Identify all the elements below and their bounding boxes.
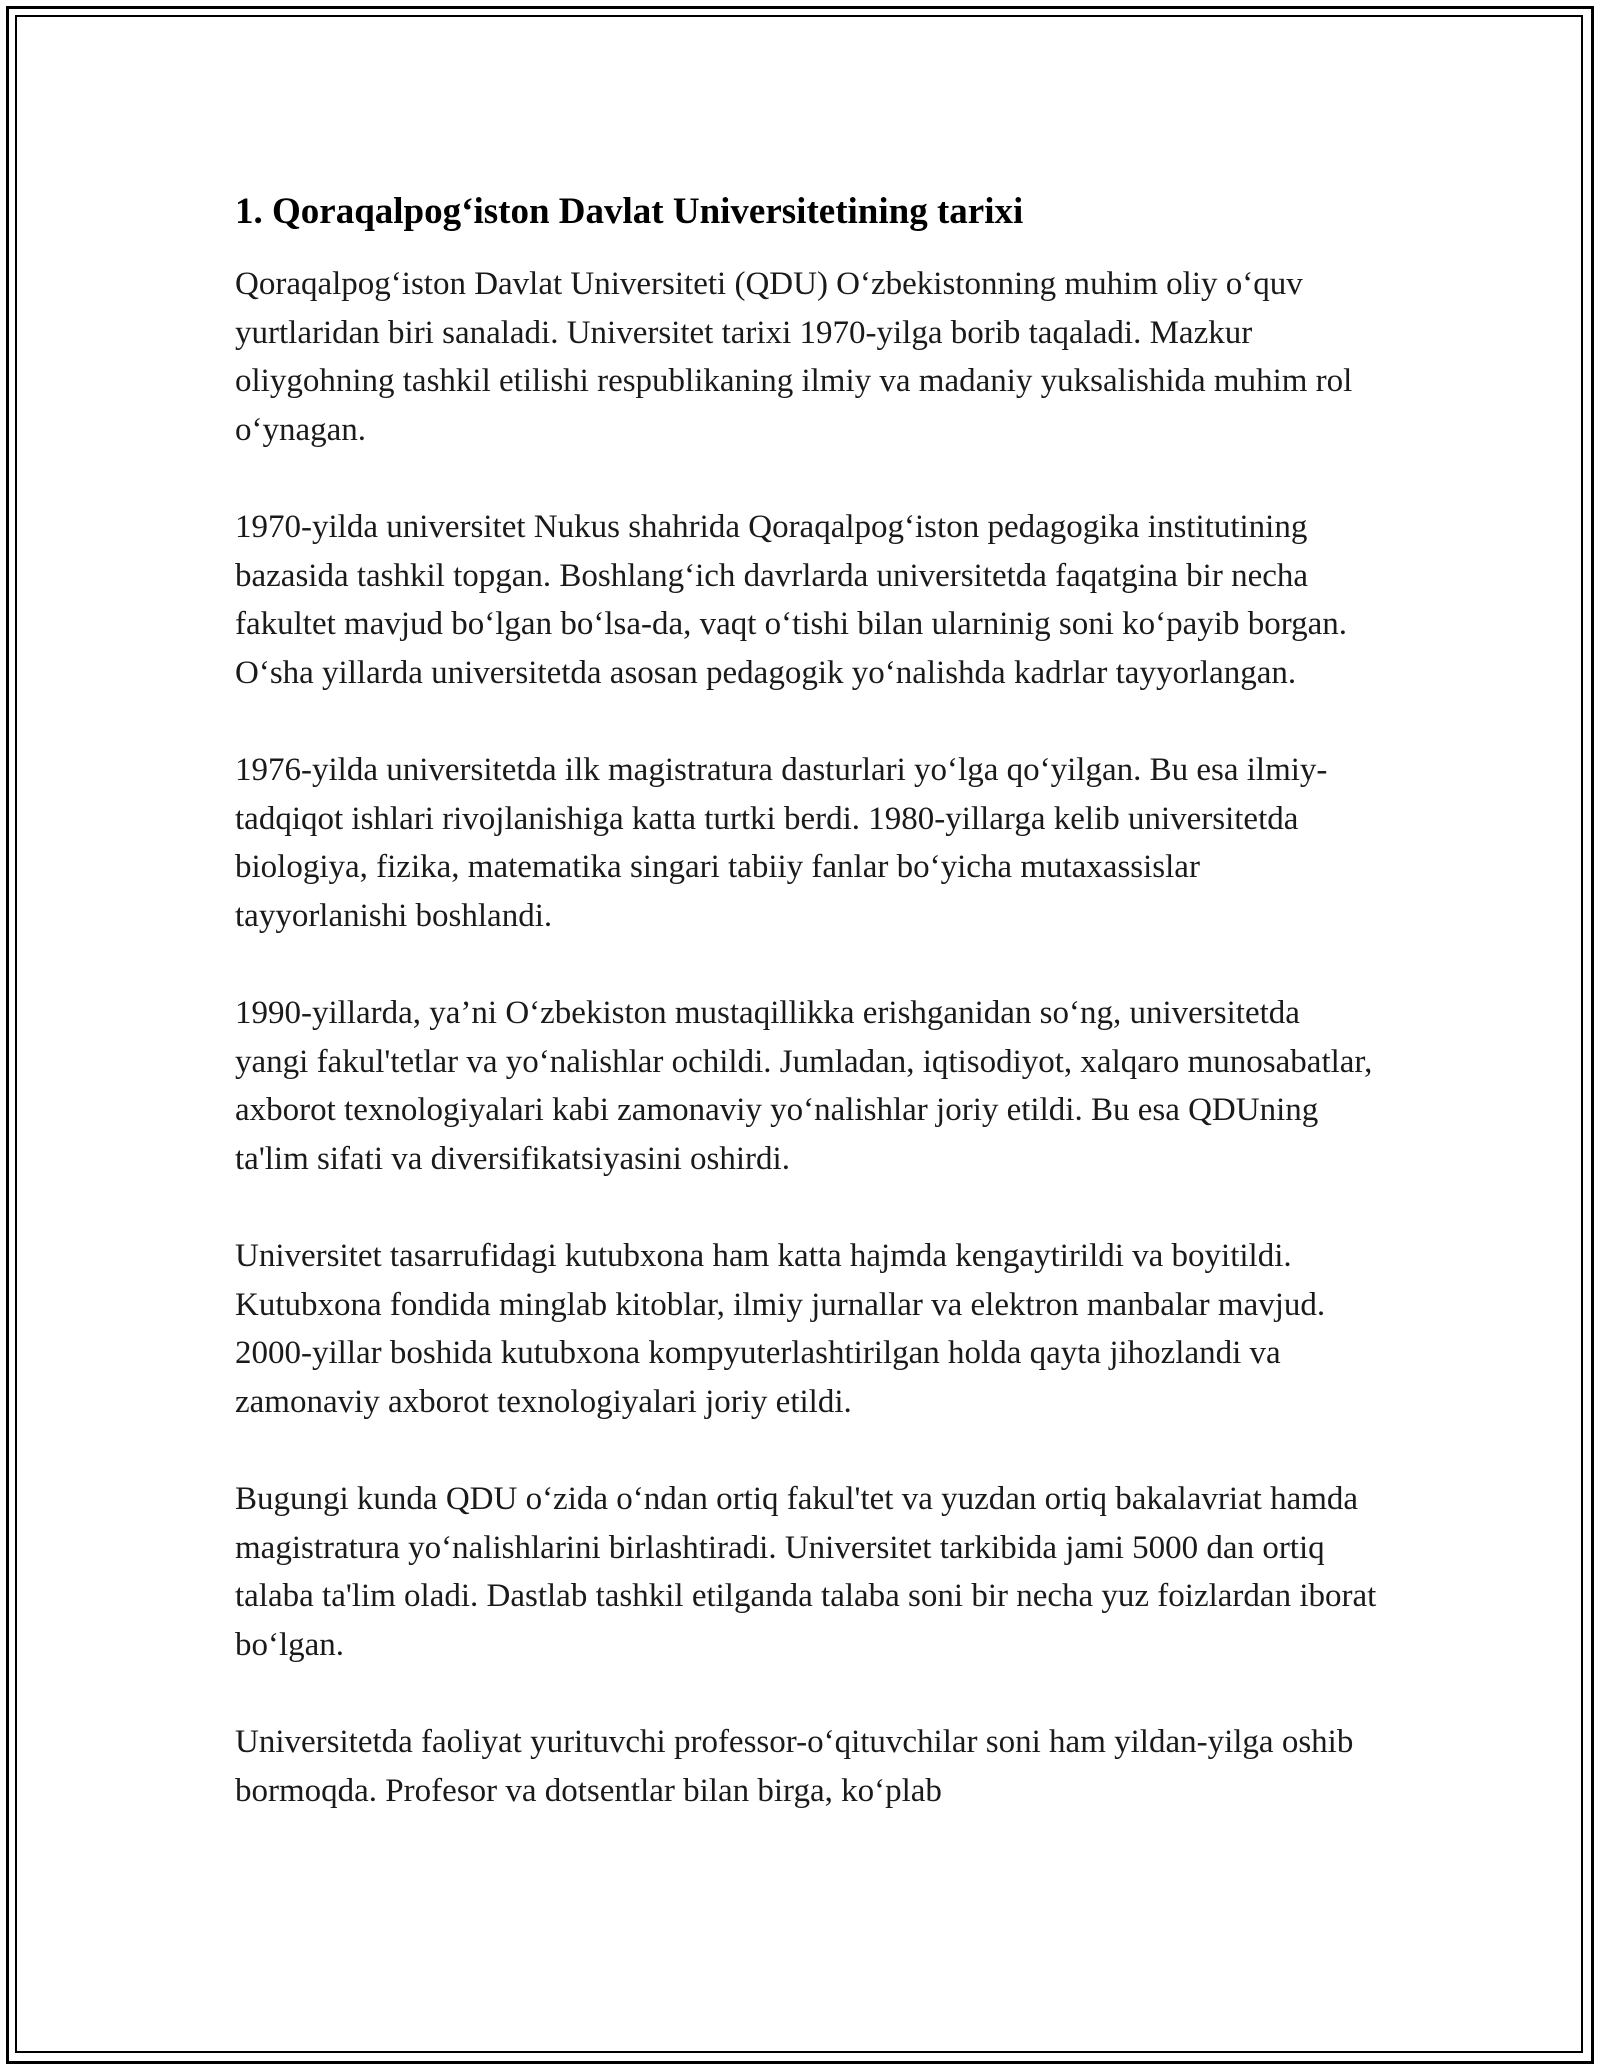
paragraph-7: Universitetda faoliyat yurituvchi professor-o‘qituvchilar soni ham yildan-yilga oshib bormoqda. Profesor va dotsentlar bilan birga, ko‘plab (235, 1724, 1354, 1809)
document-body (235, 186, 1380, 1864)
document-title: 1. Qoraqalpog‘iston Davlat Universitetining tarixi (235, 191, 1024, 232)
paragraph-5: Universitet tasarrufidagi kutubxona ham katta hajmda kengaytirildi va boyitildi. Kutubxona fondida minglab kitoblar, ilmiy jurnallar va elektron manbalar mavjud. 2000-yillar boshida kutubxona kompyuterlashtirilgan holda qayta jihozlandi va zamonaviy axborot texnologiyalari joriy etildi. (235, 1238, 1326, 1420)
paragraph-4: 1990-yillarda, ya’ni O‘zbekiston mustaqillikka erishganidan so‘ng, universitetda yangi fakul'tetlar va yo‘nalishlar ochildi. Jumladan, iqtisodiyot, xalqaro munosabatlar, axborot texnologiyalari kabi zamonaviy yo‘nalishlar joriy etildi. Bu esa QDUning ta'lim sifati va diversifikatsiyasini oshirdi. (235, 995, 1373, 1177)
paragraph-2: 1970-yilda universitet Nukus shahrida Qoraqalpog‘iston pedagogika institutining bazasida tashkil topgan. Boshlang‘ich davrlarda universitetda faqatgina bir necha fakultet mavjud bo‘lgan bo‘lsa-da, vaqt o‘tishi bilan ularninig soni ko‘payib borgan. O‘sha yillarda universitetda asosan pedagogik yo‘nalishda kadrlar tayyorlangan. (235, 509, 1347, 691)
paragraph-1: Qoraqalpog‘iston Davlat Universiteti (QDU) O‘zbekistonning muhim oliy o‘quv yurtlaridan biri sanaladi. Universitet tarixi 1970-yilga borib taqaladi. Mazkur oliygohning tashkil etilishi respublikaning ilmiy va madaniy yuksalishida muhim rol o‘ynagan. (235, 266, 1353, 448)
paragraph-6: Bugungi kunda QDU o‘zida o‘ndan ortiq fakul'tet va yuzdan ortiq bakalavriat hamda magistratura yo‘nalishlarini birlashtiradi. Universitet tarkibida jami 5000 dan ortiq talaba ta'lim oladi. Dastlab tashkil etilganda talaba soni bir necha yuz foizlardan iborat bo‘lgan. (235, 1481, 1377, 1663)
paragraph-3: 1976-yilda universitetda ilk magistratura dasturlari yo‘lga qo‘yilgan. Bu esa ilmiy-tadqiqot ishlari rivojlanishiga katta turtki berdi. 1980-yillarga kelib universitetda biologiya, fizika, matematika singari tabiiy fanlar bo‘yicha mutaxassislar tayyorlanishi boshlandi. (235, 752, 1328, 934)
